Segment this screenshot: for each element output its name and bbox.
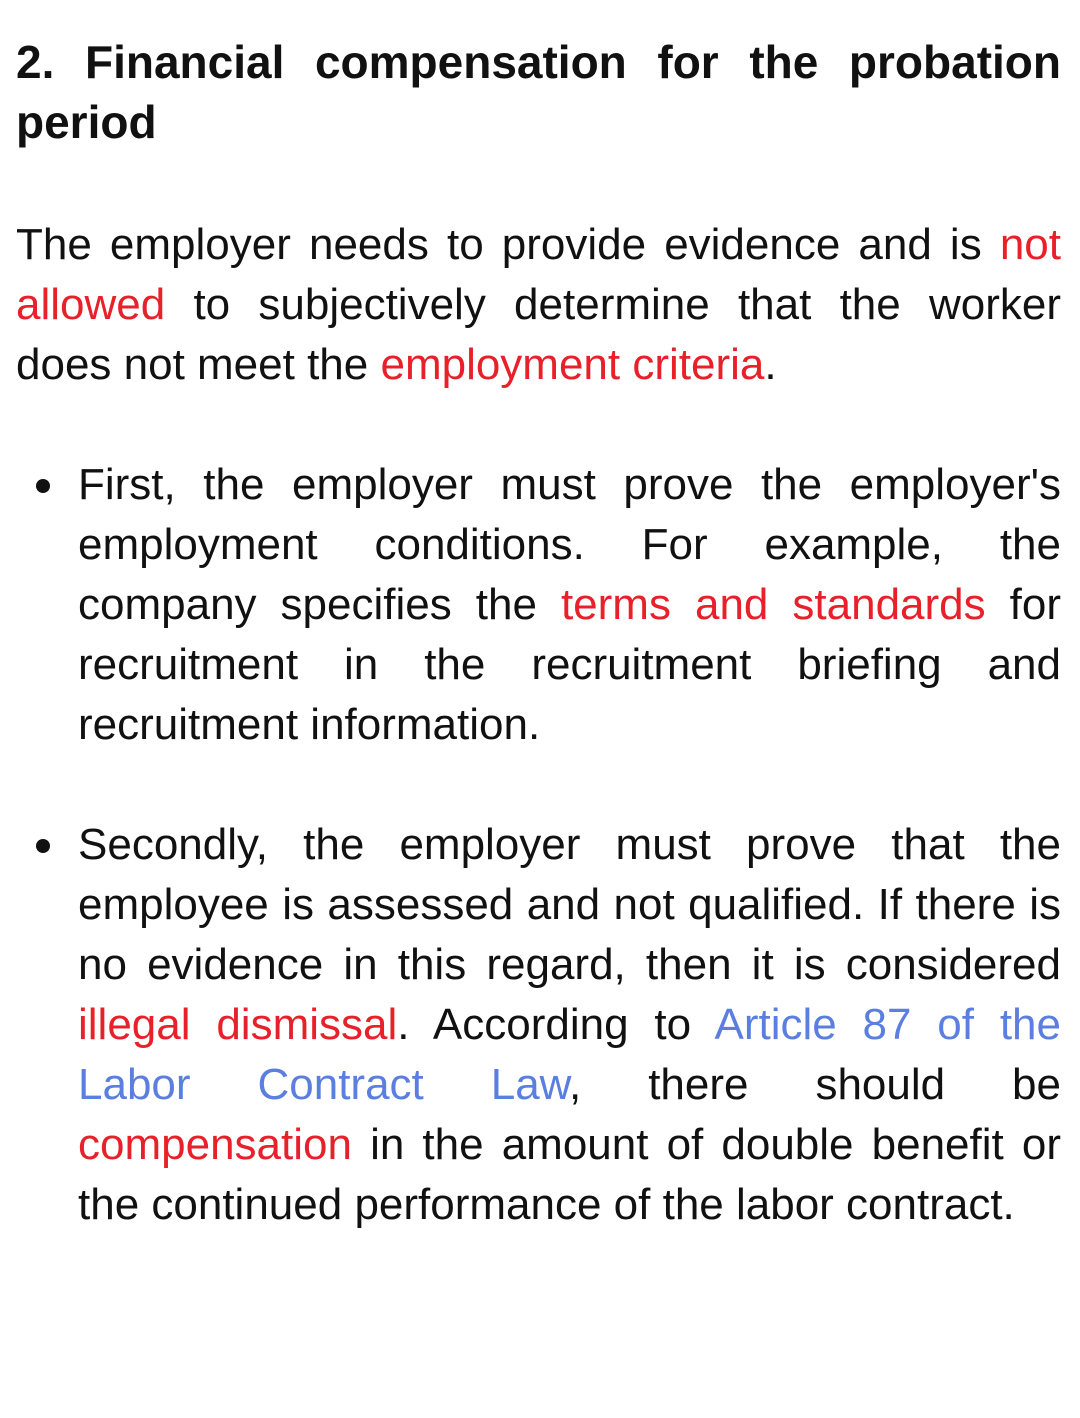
highlight-terms-and-standards: terms and standards bbox=[560, 580, 986, 629]
bullet-text: . According to bbox=[397, 1000, 715, 1049]
bullet-item-first bbox=[16, 455, 1061, 755]
bullet-list bbox=[16, 455, 1061, 1235]
section-heading: 2. Financial compensation for the probation period bbox=[16, 36, 1061, 148]
bullet-text: , there should be bbox=[569, 1060, 1062, 1109]
highlight-compensation: compensation bbox=[78, 1120, 352, 1169]
bullet-text: for recruitment in the recruitment briefing and recruitment information. bbox=[78, 580, 1062, 749]
bullet-text: First, the employer must prove the employer's employment conditions. For example, the company specifies the bbox=[78, 460, 1061, 629]
highlight-not-allowed: not allowed bbox=[16, 220, 1061, 329]
bullet-item-second bbox=[16, 815, 1061, 1235]
bullet-dot-icon bbox=[36, 839, 50, 853]
article bbox=[16, 0, 1061, 1235]
article-87-link[interactable]: Article 87 of the Labor Contract Law bbox=[78, 1000, 1061, 1109]
highlight-employment-criteria: employment criteria bbox=[380, 340, 765, 389]
paragraph-text: The employer needs to provide evidence and is bbox=[16, 220, 1000, 269]
bullet-dot-icon bbox=[36, 479, 50, 493]
bullet-text: Secondly, the employer must prove that the employee is assessed and not qualified. If there is no evidence in this regard, then it is considered bbox=[78, 820, 1061, 989]
paragraph-text: . bbox=[764, 340, 777, 389]
paragraph-text: to subjectively determine that the worker does not meet the bbox=[16, 280, 1061, 389]
bullet-text: in the amount of double benefit or the continued performance of the labor contract. bbox=[78, 1120, 1061, 1229]
highlight-illegal-dismissal: illegal dismissal bbox=[78, 1000, 398, 1049]
intro-paragraph bbox=[16, 152, 1061, 395]
